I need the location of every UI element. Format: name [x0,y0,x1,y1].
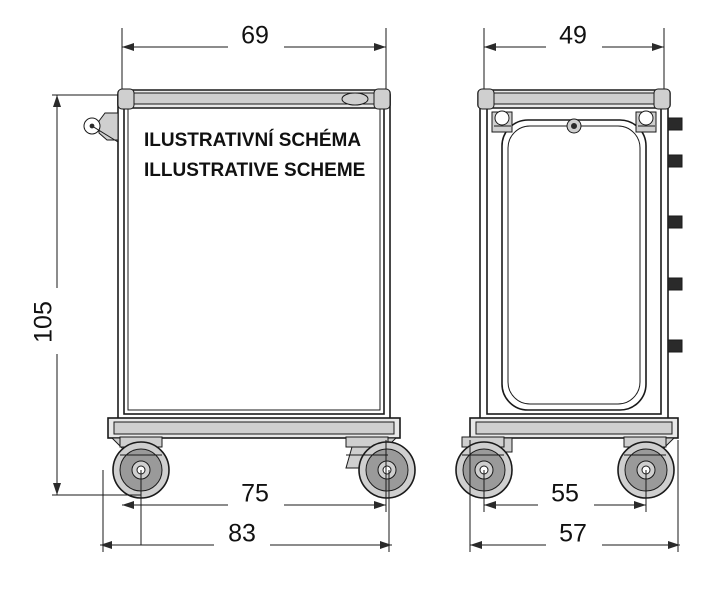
side-hinge-left [492,111,512,132]
label-line-1: ILUSTRATIVNÍ SCHÉMA [144,130,362,151]
dim-value-75: 75 [241,479,269,508]
dim-value-69: 69 [241,21,269,50]
dim-value-105: 105 [29,301,58,343]
side-hinge-right [636,111,656,132]
label-line-2: ILLUSTRATIVE SCHEME [144,160,366,181]
front-left-latch [84,113,118,142]
dim-value-55: 55 [551,479,579,508]
front-view [30,22,415,552]
side-rail-tabs [668,118,682,352]
side-view [456,22,682,552]
dim-value-83: 83 [228,519,256,548]
front-right-caster [346,437,415,498]
dim-value-57: 57 [559,519,587,548]
dim-value-49: 49 [559,21,587,50]
